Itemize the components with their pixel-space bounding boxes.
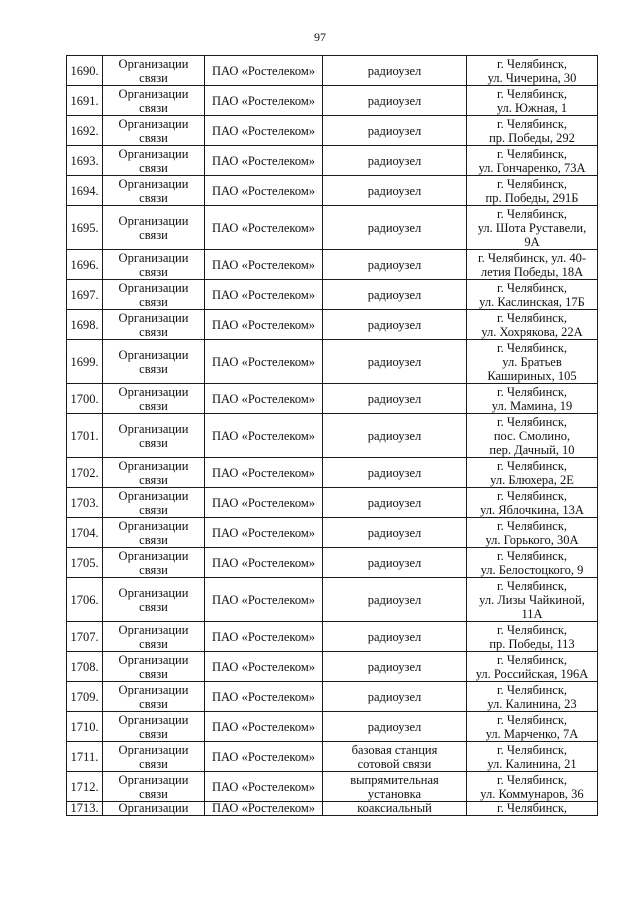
row-address: г. Челябинск, ул. Калинина, 21 bbox=[467, 742, 598, 772]
table-row bbox=[67, 742, 598, 772]
row-organization: ПАО «Ростелеком» bbox=[205, 682, 323, 712]
row-number: 1691. bbox=[67, 86, 103, 116]
row-address: г. Челябинск, ул. Яблочкина, 13А bbox=[467, 488, 598, 518]
row-category: Организации связи bbox=[103, 518, 205, 548]
row-number: 1698. bbox=[67, 310, 103, 340]
row-object-type: радиоузел bbox=[323, 116, 467, 146]
page-number: 97 bbox=[314, 30, 326, 44]
row-address: г. Челябинск, ул. Калинина, 23 bbox=[467, 682, 598, 712]
row-object-type: выпрямительная установка bbox=[323, 772, 467, 802]
table-row bbox=[67, 518, 598, 548]
row-object-type: радиоузел bbox=[323, 206, 467, 250]
table-row bbox=[67, 176, 598, 206]
row-organization: ПАО «Ростелеком» bbox=[205, 772, 323, 802]
row-object-type: радиоузел bbox=[323, 682, 467, 712]
row-organization: ПАО «Ростелеком» bbox=[205, 548, 323, 578]
row-organization: ПАО «Ростелеком» bbox=[205, 116, 323, 146]
row-object-type: радиоузел bbox=[323, 652, 467, 682]
row-address: г. Челябинск, ул. Мамина, 19 bbox=[467, 384, 598, 414]
row-address: г. Челябинск, пр. Победы, 291Б bbox=[467, 176, 598, 206]
row-number: 1696. bbox=[67, 250, 103, 280]
table-row bbox=[67, 340, 598, 384]
row-category: Организации связи bbox=[103, 340, 205, 384]
row-address: г. Челябинск, ул. Гончаренко, 73А bbox=[467, 146, 598, 176]
table-row bbox=[67, 458, 598, 488]
row-category: Организации связи bbox=[103, 458, 205, 488]
row-category: Организации связи bbox=[103, 682, 205, 712]
row-category: Организации связи bbox=[103, 712, 205, 742]
row-address: г. Челябинск, ул. Хохрякова, 22А bbox=[467, 310, 598, 340]
table-row bbox=[67, 310, 598, 340]
row-number: 1690. bbox=[67, 56, 103, 86]
row-object-type: радиоузел bbox=[323, 578, 467, 622]
row-address: г. Челябинск, ул. Чичерина, 30 bbox=[467, 56, 598, 86]
table-row bbox=[67, 772, 598, 802]
row-organization: ПАО «Ростелеком» bbox=[205, 578, 323, 622]
table-row bbox=[67, 146, 598, 176]
row-number: 1711. bbox=[67, 742, 103, 772]
row-organization: ПАО «Ростелеком» bbox=[205, 414, 323, 458]
row-organization: ПАО «Ростелеком» bbox=[205, 280, 323, 310]
row-category: Организации связи bbox=[103, 56, 205, 86]
row-category: Организации связи bbox=[103, 86, 205, 116]
row-object-type: радиоузел bbox=[323, 548, 467, 578]
row-number: 1703. bbox=[67, 488, 103, 518]
row-number: 1695. bbox=[67, 206, 103, 250]
row-organization: ПАО «Ростелеком» bbox=[205, 652, 323, 682]
row-number: 1692. bbox=[67, 116, 103, 146]
row-address: г. Челябинск, ул. 40- летия Победы, 18А bbox=[467, 250, 598, 280]
row-category: Организации связи bbox=[103, 176, 205, 206]
row-organization: ПАО «Ростелеком» bbox=[205, 802, 323, 816]
table-row bbox=[67, 414, 598, 458]
row-organization: ПАО «Ростелеком» bbox=[205, 176, 323, 206]
table-row bbox=[67, 682, 598, 712]
row-number: 1694. bbox=[67, 176, 103, 206]
row-address: г. Челябинск, пос. Смолино, пер. Дачный, 10 bbox=[467, 414, 598, 458]
row-number: 1707. bbox=[67, 622, 103, 652]
row-number: 1693. bbox=[67, 146, 103, 176]
row-category: Организации связи bbox=[103, 280, 205, 310]
row-number: 1713. bbox=[67, 802, 103, 816]
row-object-type: радиоузел bbox=[323, 340, 467, 384]
row-category: Организации связи bbox=[103, 146, 205, 176]
row-number: 1705. bbox=[67, 548, 103, 578]
row-category: Организации bbox=[103, 802, 205, 816]
row-organization: ПАО «Ростелеком» bbox=[205, 56, 323, 86]
row-category: Организации связи bbox=[103, 578, 205, 622]
row-address: г. Челябинск, пр. Победы, 113 bbox=[467, 622, 598, 652]
row-organization: ПАО «Ростелеком» bbox=[205, 146, 323, 176]
row-object-type: радиоузел bbox=[323, 280, 467, 310]
table-row bbox=[67, 86, 598, 116]
row-object-type: радиоузел bbox=[323, 146, 467, 176]
table-row bbox=[67, 548, 598, 578]
row-number: 1701. bbox=[67, 414, 103, 458]
row-category: Организации связи bbox=[103, 548, 205, 578]
row-address: г. Челябинск, ул. Южная, 1 bbox=[467, 86, 598, 116]
row-organization: ПАО «Ростелеком» bbox=[205, 206, 323, 250]
row-object-type: радиоузел bbox=[323, 250, 467, 280]
row-object-type: радиоузел bbox=[323, 176, 467, 206]
row-organization: ПАО «Ростелеком» bbox=[205, 712, 323, 742]
row-address: г. Челябинск, ул. Каслинская, 17Б bbox=[467, 280, 598, 310]
row-organization: ПАО «Ростелеком» bbox=[205, 742, 323, 772]
row-address: г. Челябинск, ул. Шота Руставели, 9А bbox=[467, 206, 598, 250]
table-row bbox=[67, 622, 598, 652]
table-row bbox=[67, 250, 598, 280]
row-category: Организации связи bbox=[103, 622, 205, 652]
row-organization: ПАО «Ростелеком» bbox=[205, 458, 323, 488]
table-row bbox=[67, 712, 598, 742]
row-address: г. Челябинск, ул. Лизы Чайкиной, 11А bbox=[467, 578, 598, 622]
row-category: Организации связи bbox=[103, 772, 205, 802]
table-row bbox=[67, 802, 598, 816]
row-organization: ПАО «Ростелеком» bbox=[205, 518, 323, 548]
row-object-type: радиоузел bbox=[323, 458, 467, 488]
row-category: Организации связи bbox=[103, 414, 205, 458]
registry-table bbox=[66, 55, 598, 816]
row-category: Организации связи bbox=[103, 742, 205, 772]
row-organization: ПАО «Ростелеком» bbox=[205, 622, 323, 652]
row-object-type: радиоузел bbox=[323, 488, 467, 518]
row-object-type: радиоузел bbox=[323, 56, 467, 86]
row-object-type: коаксиальный bbox=[323, 802, 467, 816]
row-number: 1708. bbox=[67, 652, 103, 682]
row-organization: ПАО «Ростелеком» bbox=[205, 488, 323, 518]
row-object-type: радиоузел bbox=[323, 518, 467, 548]
row-address: г. Челябинск, ул. Братьев Кашириных, 105 bbox=[467, 340, 598, 384]
row-organization: ПАО «Ростелеком» bbox=[205, 250, 323, 280]
row-number: 1700. bbox=[67, 384, 103, 414]
row-organization: ПАО «Ростелеком» bbox=[205, 340, 323, 384]
row-address: г. Челябинск, пр. Победы, 292 bbox=[467, 116, 598, 146]
row-number: 1702. bbox=[67, 458, 103, 488]
row-object-type: радиоузел bbox=[323, 622, 467, 652]
table-row bbox=[67, 488, 598, 518]
row-category: Организации связи bbox=[103, 206, 205, 250]
row-number: 1710. bbox=[67, 712, 103, 742]
row-address: г. Челябинск, ул. Марченко, 7А bbox=[467, 712, 598, 742]
row-address: г. Челябинск, ул. Коммунаров, 36 bbox=[467, 772, 598, 802]
table-row bbox=[67, 206, 598, 250]
table-row bbox=[67, 652, 598, 682]
table-row bbox=[67, 116, 598, 146]
table-row bbox=[67, 384, 598, 414]
row-category: Организации связи bbox=[103, 488, 205, 518]
row-number: 1697. bbox=[67, 280, 103, 310]
registry-table-body bbox=[67, 56, 598, 816]
row-organization: ПАО «Ростелеком» bbox=[205, 86, 323, 116]
table-row bbox=[67, 280, 598, 310]
row-object-type: радиоузел bbox=[323, 86, 467, 116]
row-category: Организации связи bbox=[103, 250, 205, 280]
table-row bbox=[67, 56, 598, 86]
row-address: г. Челябинск, ул. Горького, 30А bbox=[467, 518, 598, 548]
row-object-type: радиоузел bbox=[323, 310, 467, 340]
row-address: г. Челябинск, ул. Блюхера, 2Е bbox=[467, 458, 598, 488]
table-row bbox=[67, 578, 598, 622]
row-number: 1712. bbox=[67, 772, 103, 802]
row-organization: ПАО «Ростелеком» bbox=[205, 384, 323, 414]
row-object-type: радиоузел bbox=[323, 414, 467, 458]
row-category: Организации связи bbox=[103, 116, 205, 146]
row-address: г. Челябинск, bbox=[467, 802, 598, 816]
row-category: Организации связи bbox=[103, 384, 205, 414]
row-number: 1704. bbox=[67, 518, 103, 548]
row-number: 1709. bbox=[67, 682, 103, 712]
row-category: Организации связи bbox=[103, 310, 205, 340]
row-address: г. Челябинск, ул. Белостоцкого, 9 bbox=[467, 548, 598, 578]
row-object-type: базовая станция сотовой связи bbox=[323, 742, 467, 772]
row-number: 1699. bbox=[67, 340, 103, 384]
row-address: г. Челябинск, ул. Российская, 196А bbox=[467, 652, 598, 682]
row-object-type: радиоузел bbox=[323, 712, 467, 742]
row-category: Организации связи bbox=[103, 652, 205, 682]
row-organization: ПАО «Ростелеком» bbox=[205, 310, 323, 340]
row-number: 1706. bbox=[67, 578, 103, 622]
row-object-type: радиоузел bbox=[323, 384, 467, 414]
